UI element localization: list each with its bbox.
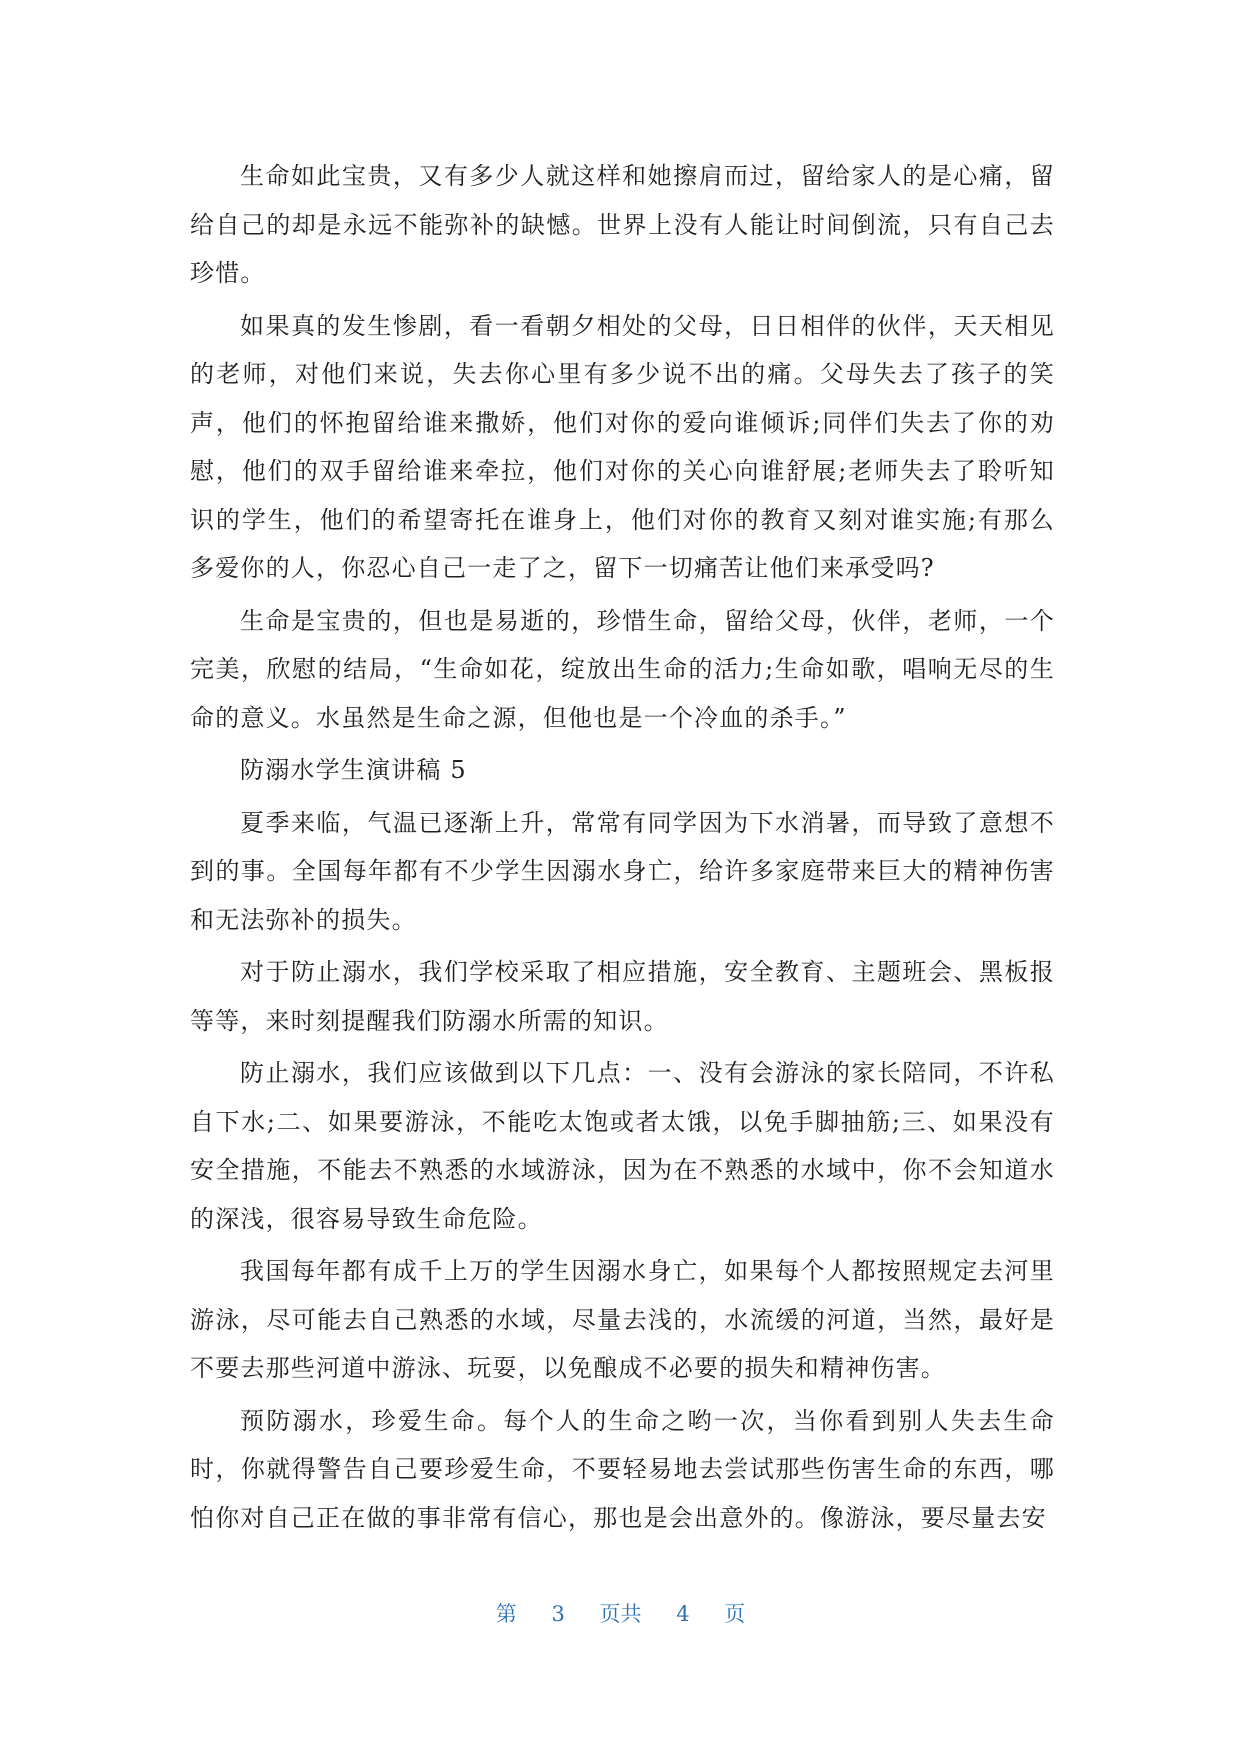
paragraph: 夏季来临，气温已逐渐上升，常常有同学因为下水消暑，而导致了意想不到的事。全国每年都有不少学生因溺水身亡，给许多家庭带来巨大的精神伤害和无法弥补的损失。 [190, 808, 1055, 934]
paragraph: 对于防止溺水，我们学校采取了相应措施，安全教育、主题班会、黑板报等等，来时刻提醒我们防溺水所需的知识。 [190, 958, 1055, 1035]
section-heading: 防溺水学生演讲稿 5 [240, 756, 467, 784]
paragraph: 防止溺水，我们应该做到以下几点：一、没有会游泳的家长陪同，不许私自下水;二、如果要游泳，不能吃太饱或者太饿，以免手脚抽筋;三、如果没有安全措施，不能去不熟悉的水域游泳，因为在不熟悉的水域中，你不会知道水的深浅，很容易导致生命危险。 [190, 1059, 1055, 1233]
footer-prefix: 第 [495, 1602, 517, 1626]
paragraph: 生命是宝贵的，但也是易逝的，珍惜生命，留给父母，伙伴，老师，一个完美，欣慰的结局，“生命如花，绽放出生命的活力;生命如歌，唱响无尽的生命的意义。水虽然是生命之源，但他也是一个冷血的杀手。” [190, 606, 1055, 732]
page-footer [0, 1598, 1241, 1628]
paragraph: 生命如此宝贵，又有多少人就这样和她擦肩而过，留给家人的是心痛，留给自己的却是永远不能弥补的缺憾。世界上没有人能让时间倒流，只有自己去珍惜。 [190, 162, 1055, 287]
paragraph: 预防溺水，珍爱生命。每个人的生命之哟一次，当你看到别人失去生命时，你就得警告自己要珍爱生命，不要轻易地去尝试那些伤害生命的东西，哪怕你对自己正在做的事非常有信心，那也是会出意外的。像游泳，要尽量去安 [190, 1406, 1055, 1532]
document-body [190, 152, 1055, 1546]
footer-middle: 页共 [599, 1602, 642, 1626]
footer-current-page: 3 [551, 1602, 565, 1626]
footer-total-pages: 4 [676, 1602, 690, 1626]
paragraph: 我国每年都有成千上万的学生因溺水身亡，如果每个人都按照规定去河里游泳，尽可能去自己熟悉的水域，尽量去浅的，水流缓的河道，当然，最好是不要去那些河道中游泳、玩耍，以免酿成不必要的损失和精神伤害。 [190, 1257, 1055, 1382]
footer-suffix: 页 [724, 1602, 746, 1626]
paragraph: 如果真的发生惨剧，看一看朝夕相处的父母，日日相伴的伙伴，天天相见的老师，对他们来说，失去你心里有多少说不出的痛。父母失去了孩子的笑声，他们的怀抱留给谁来撒娇，他们对你的爱向谁倾诉;同伴们失去了你的劝慰，他们的双手留给谁来牵拉，他们对你的关心向谁舒展;老师失去了聆听知识的学生，他们的希望寄托在谁身上，他们对你的教育又刻对谁实施;有那么多爱你的人，你忍心自己一走了之，留下一切痛苦让他们来承受吗? [190, 311, 1055, 582]
